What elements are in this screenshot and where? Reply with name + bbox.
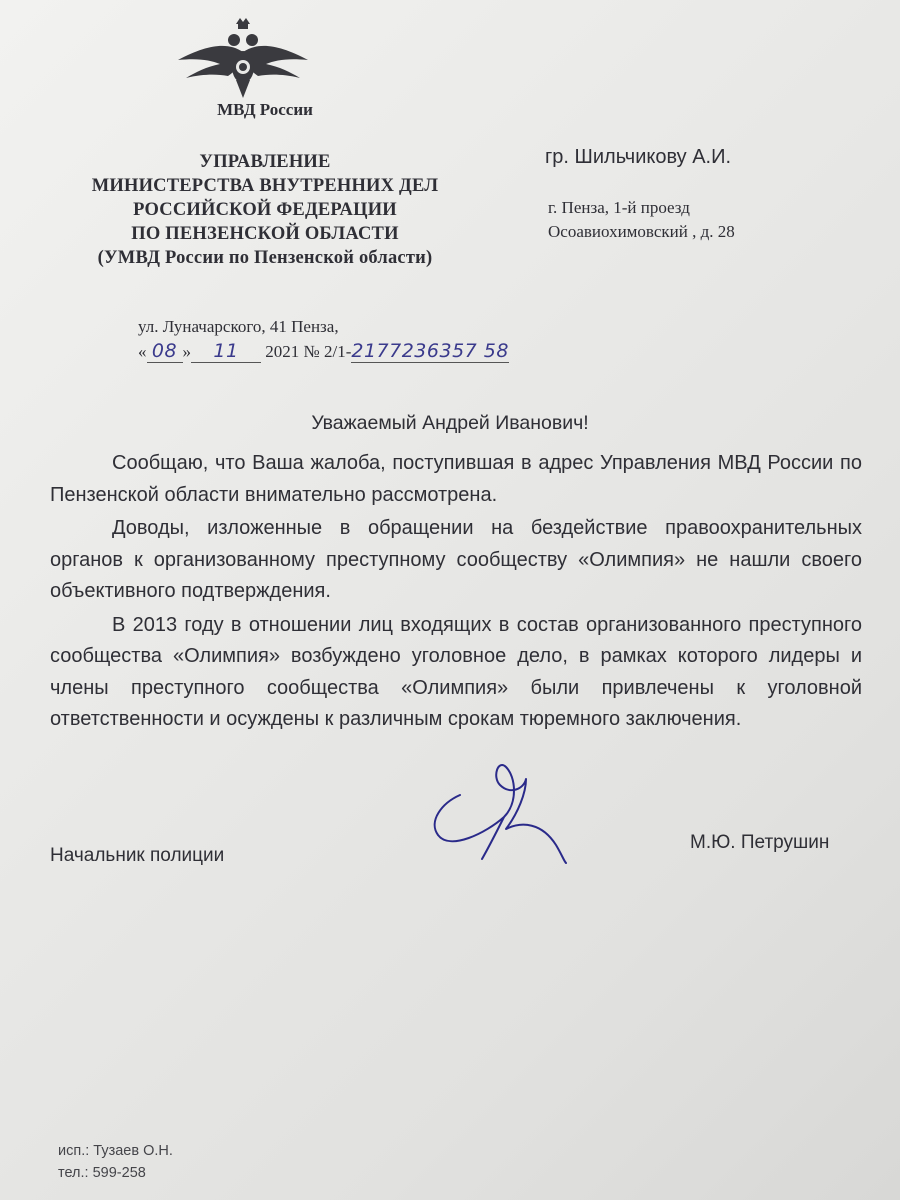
greeting: Уважаемый Андрей Иванович!	[311, 412, 589, 434]
recipient-name: гр. Шильчикову А.И.	[545, 146, 732, 168]
signatory-title: Начальник полиции	[50, 845, 225, 866]
paragraph-1: Сообщаю, что Ваша жалоба, поступившая в адрес Управления МВД России по Пензенской области внимательно рассмотрена.	[50, 452, 862, 506]
paragraph-2: Доводы, изложенные в обращении на бездействие правоохранительных органов к организованному преступному сообществу «Олимпия» не нашли своего объективного подтверждения.	[50, 517, 862, 602]
executor-name: исп.: Тузаев О.Н.	[58, 1143, 173, 1159]
quote-close: »	[182, 342, 191, 361]
recipient-address-line-2: Осоавиохимовский , д. 28	[548, 222, 735, 241]
org-line-4: ПО ПЕНЗЕНСКОЙ ОБЛАСТИ	[131, 224, 399, 244]
executor-phone: тел.: 599-258	[58, 1165, 146, 1181]
year-and-prefix: 2021 № 2/1-	[265, 342, 352, 361]
organization-header	[40, 150, 490, 270]
letter-body	[50, 448, 862, 738]
date-day: 08	[147, 340, 183, 363]
sender-address: ул. Луначарского, 41 Пенза,	[138, 317, 339, 336]
handwritten-signature	[420, 755, 570, 865]
org-line-2: МИНИСТЕРСТВА ВНУТРЕННИХ ДЕЛ	[91, 176, 439, 196]
executor-info	[58, 1140, 173, 1184]
quote-open: «	[138, 342, 147, 361]
recipient-address-line-1: г. Пенза, 1-й проезд	[548, 198, 690, 217]
ministry-label: МВД России	[217, 100, 313, 119]
double-headed-eagle-emblem-icon	[168, 12, 318, 104]
registration-line	[138, 340, 509, 363]
org-line-1: УПРАВЛЕНИЕ	[199, 152, 331, 172]
signatory-name: М.Ю. Петрушин	[690, 832, 830, 853]
date-month: 11	[191, 340, 261, 363]
recipient-address	[548, 196, 735, 244]
paragraph-3: В 2013 году в отношении лиц входящих в состав организованного преступного сообщества «Олимпия» возбуждено уголовное дело, в рамках которого лидеры и члены преступного сообщества «Олимпия» были привлечены к уголовной ответственности и осуждены к различным срокам тюремного заключения.	[50, 613, 862, 730]
registration-number: 2177236357 58	[351, 340, 509, 362]
org-line-5: (УМВД России по Пензенской области)	[97, 248, 433, 268]
org-line-3: РОССИЙСКОЙ ФЕДЕРАЦИИ	[133, 200, 397, 220]
